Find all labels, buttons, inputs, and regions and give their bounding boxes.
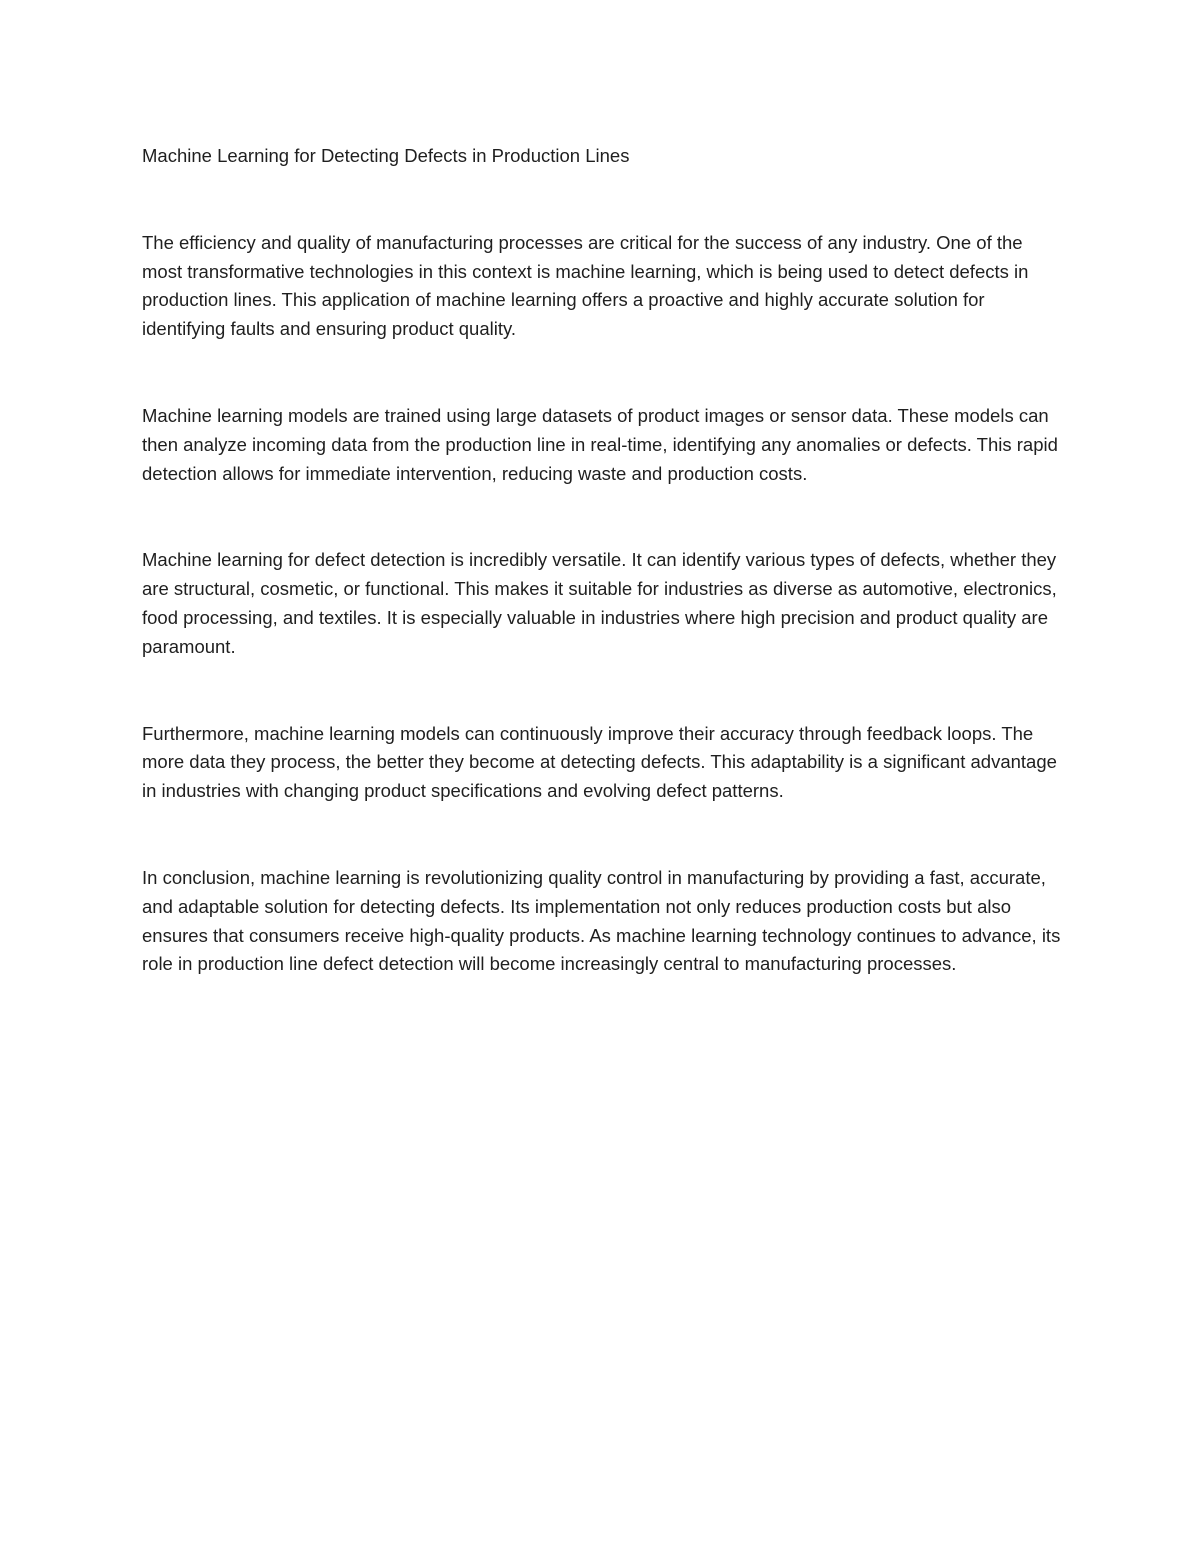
paragraph-introduction: The efficiency and quality of manufacturing processes are critical for the success of any industry. One of the most transformative technologies in this context is machine learning, which is being used to detect defects in production lines. This application of machine learning offers a proactive and highly accurate solution for identifying faults and ensuring product quality. [142, 231, 1029, 340]
document-title: Machine Learning for Detecting Defects in Production Lines [142, 145, 630, 166]
paragraph-training: Machine learning models are trained using large datasets of product images or sensor data. These models can then analyze incoming data from the production line in real-time, identifying any anomalies or defects. This rapid detection allows for immediate intervention, reducing waste and production costs. [142, 404, 1058, 484]
document-body [142, 142, 1062, 979]
paragraph-versatility: Machine learning for defect detection is incredibly versatile. It can identify various types of defects, whether they are structural, cosmetic, or functional. This makes it suitable for industries as diverse as automotive, electronics, food processing, and textiles. It is especially valuable in industries where high precision and product quality are paramount. [142, 549, 1057, 657]
paragraph-conclusion: In conclusion, machine learning is revolutionizing quality control in manufacturing by providing a fast, accurate, and adaptable solution for detecting defects. Its implementation not only reduces production costs but also ensures that consumers receive high-quality products. As machine learning technology continues to advance, its role in production line defect detection will become increasingly central to manufacturing processes. [142, 866, 1061, 975]
paragraph-improvement: Furthermore, machine learning models can continuously improve their accuracy through feedback loops. The more data they process, the better they become at detecting defects. This adaptability is a significant advantage in industries with changing product specifications and evolving defect patterns. [142, 722, 1057, 802]
